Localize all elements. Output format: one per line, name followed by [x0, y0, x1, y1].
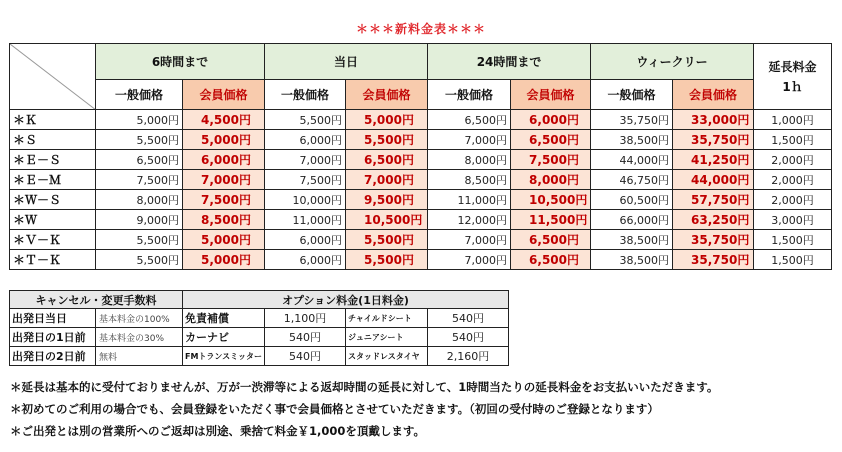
extension-unit: 1ｈ	[782, 79, 803, 94]
cancel-rate: 基本料金の100%	[96, 309, 183, 328]
normal-price-24h: 6,500円	[428, 110, 511, 130]
extension-price: 1,000円	[754, 110, 832, 130]
normal-price-weekly: 35,750円	[591, 110, 673, 130]
option-fee-header: オプション料金(1日料金)	[183, 291, 509, 309]
cancel-timing: 出発日の1日前	[10, 328, 96, 347]
option-price: 2,160円	[428, 347, 509, 366]
normal-price-weekly: 38,500円	[591, 250, 673, 270]
note-item: ＊延長は基本的に受付ておりませんが、万が一渋滞等による返却時間の延長に対して、1時間当たりの延長料金をお支払いいただきます。	[10, 380, 719, 394]
member-price-6h: 7,500円	[183, 190, 265, 210]
member-price-weekly: 41,250円	[673, 150, 754, 170]
class-cell: ＊Ｖ－Ｋ	[10, 230, 96, 250]
class-cell: ＊Ｅ－Ｓ	[10, 150, 96, 170]
option-price: 540円	[265, 328, 346, 347]
member-price-same-day: 5,500円	[346, 250, 428, 270]
member-price-6h: 5,000円	[183, 250, 265, 270]
normal-price-same-day: 11,000円	[265, 210, 346, 230]
page-title: ＊＊＊新料金表＊＊＊	[355, 22, 486, 36]
member-price-6h: 7,000円	[183, 170, 265, 190]
member-price-same-day: 6,500円	[346, 150, 428, 170]
price-row	[10, 210, 832, 230]
normal-price-header: 一般価格	[591, 80, 673, 110]
normal-price-weekly: 46,750円	[591, 170, 673, 190]
normal-price-24h: 7,000円	[428, 250, 511, 270]
price-row	[10, 250, 832, 270]
class-cell: ＊Ｔ－Ｋ	[10, 250, 96, 270]
cancel-timing: 出発日の2日前	[10, 347, 96, 366]
member-price-24h: 6,000円	[511, 110, 591, 130]
option-name: スタッドレスタイヤ	[346, 347, 428, 366]
extension-price: 1,500円	[754, 130, 832, 150]
member-price-weekly: 44,000円	[673, 170, 754, 190]
normal-price-24h: 12,000円	[428, 210, 511, 230]
normal-price-same-day: 6,000円	[265, 130, 346, 150]
option-price: 1,100円	[265, 309, 346, 328]
member-price-6h: 5,000円	[183, 230, 265, 250]
extension-price: 2,000円	[754, 190, 832, 210]
extension-price: 1,500円	[754, 250, 832, 270]
option-name: FMトランスミッター	[183, 347, 265, 366]
normal-price-24h: 8,000円	[428, 150, 511, 170]
class-cell: ＊Ｓ	[10, 130, 96, 150]
member-price-header: 会員価格	[346, 80, 428, 110]
normal-price-same-day: 7,000円	[265, 150, 346, 170]
member-price-same-day: 5,500円	[346, 230, 428, 250]
note-item: ＊ご出発とは別の営業所へのご返却は別途、乗捨て料金￥1,000を頂戴します。	[10, 424, 425, 438]
normal-price-same-day: 10,000円	[265, 190, 346, 210]
normal-price-6h: 5,000円	[96, 110, 183, 130]
normal-price-same-day: 7,500円	[265, 170, 346, 190]
member-price-24h: 6,500円	[511, 130, 591, 150]
fees-table	[9, 290, 509, 366]
extension-label: 延長料金	[768, 59, 817, 74]
extension-price: 2,000円	[754, 150, 832, 170]
normal-price-6h: 8,000円	[96, 190, 183, 210]
normal-price-24h: 7,000円	[428, 130, 511, 150]
option-name: 免責補償	[183, 309, 265, 328]
cancel-timing: 出発日当日	[10, 309, 96, 328]
extension-header	[754, 44, 832, 110]
group-header-24h: 24時間まで	[428, 44, 591, 80]
extension-price: 2,000円	[754, 170, 832, 190]
member-price-weekly: 33,000円	[673, 110, 754, 130]
fee-row	[10, 347, 509, 366]
normal-price-weekly: 44,000円	[591, 150, 673, 170]
cancel-fee-header: キャンセル・変更手数料	[10, 291, 183, 309]
normal-price-same-day: 5,500円	[265, 110, 346, 130]
fee-row	[10, 309, 509, 328]
member-price-same-day: 5,000円	[346, 110, 428, 130]
normal-price-header: 一般価格	[96, 80, 183, 110]
member-price-6h: 4,500円	[183, 110, 265, 130]
normal-price-6h: 7,500円	[96, 170, 183, 190]
price-row	[10, 190, 832, 210]
member-price-24h: 6,500円	[511, 250, 591, 270]
option-name: チャイルドシート	[346, 309, 428, 328]
member-price-weekly: 57,750円	[673, 190, 754, 210]
member-price-24h: 7,500円	[511, 150, 591, 170]
member-price-same-day: 10,500円	[346, 210, 428, 230]
group-header-same-day: 当日	[265, 44, 428, 80]
option-name: ジュニアシート	[346, 328, 428, 347]
normal-price-weekly: 60,500円	[591, 190, 673, 210]
class-cell: ＊Ｅ－Ｍ	[10, 170, 96, 190]
group-header-weekly: ウィークリー	[591, 44, 754, 80]
option-name: カーナビ	[183, 328, 265, 347]
price-row	[10, 130, 832, 150]
class-cell: ＊Ｗ－Ｓ	[10, 190, 96, 210]
normal-price-6h: 5,500円	[96, 230, 183, 250]
price-row	[10, 150, 832, 170]
member-price-same-day: 5,500円	[346, 130, 428, 150]
normal-price-same-day: 6,000円	[265, 250, 346, 270]
member-price-same-day: 9,500円	[346, 190, 428, 210]
member-price-6h: 8,500円	[183, 210, 265, 230]
normal-price-24h: 8,500円	[428, 170, 511, 190]
price-table	[9, 43, 832, 270]
normal-price-header: 一般価格	[265, 80, 346, 110]
normal-price-weekly: 38,500円	[591, 130, 673, 150]
normal-price-6h: 5,500円	[96, 130, 183, 150]
cancel-rate: 無料	[96, 347, 183, 366]
member-price-header: 会員価格	[511, 80, 591, 110]
member-price-weekly: 63,250円	[673, 210, 754, 230]
normal-price-24h: 11,000円	[428, 190, 511, 210]
member-price-same-day: 7,000円	[346, 170, 428, 190]
class-cell: ＊Ｋ	[10, 110, 96, 130]
note-item: ＊初めてのご利用の場合でも、会員登録をいただく事で会員価格とさせていただきます。（初回の受付時のご登録となります）	[10, 402, 659, 416]
option-price: 540円	[428, 309, 509, 328]
normal-price-weekly: 66,000円	[591, 210, 673, 230]
price-row	[10, 110, 832, 130]
member-price-6h: 6,000円	[183, 150, 265, 170]
member-price-weekly: 35,750円	[673, 130, 754, 150]
class-cell: ＊Ｗ	[10, 210, 96, 230]
member-price-weekly: 35,750円	[673, 230, 754, 250]
normal-price-weekly: 38,500円	[591, 230, 673, 250]
normal-price-header: 一般価格	[428, 80, 511, 110]
diagonal-line	[10, 44, 96, 110]
fee-row	[10, 328, 509, 347]
normal-price-6h: 5,500円	[96, 250, 183, 270]
normal-price-same-day: 6,000円	[265, 230, 346, 250]
member-price-6h: 5,000円	[183, 130, 265, 150]
extension-price: 3,000円	[754, 210, 832, 230]
member-price-24h: 6,500円	[511, 230, 591, 250]
member-price-weekly: 35,750円	[673, 250, 754, 270]
notes	[10, 376, 830, 442]
member-price-24h: 8,000円	[511, 170, 591, 190]
extension-price: 1,500円	[754, 230, 832, 250]
price-row	[10, 230, 832, 250]
normal-price-24h: 7,000円	[428, 230, 511, 250]
price-row	[10, 170, 832, 190]
member-price-header: 会員価格	[673, 80, 754, 110]
member-price-24h: 11,500円	[511, 210, 591, 230]
member-price-header: 会員価格	[183, 80, 265, 110]
normal-price-6h: 6,500円	[96, 150, 183, 170]
member-price-24h: 10,500円	[511, 190, 591, 210]
cancel-rate: 基本料金の30%	[96, 328, 183, 347]
corner-diagonal-cell	[10, 44, 96, 110]
option-price: 540円	[428, 328, 509, 347]
group-header-6h: 6時間まで	[96, 44, 265, 80]
option-price: 540円	[265, 347, 346, 366]
normal-price-6h: 9,000円	[96, 210, 183, 230]
